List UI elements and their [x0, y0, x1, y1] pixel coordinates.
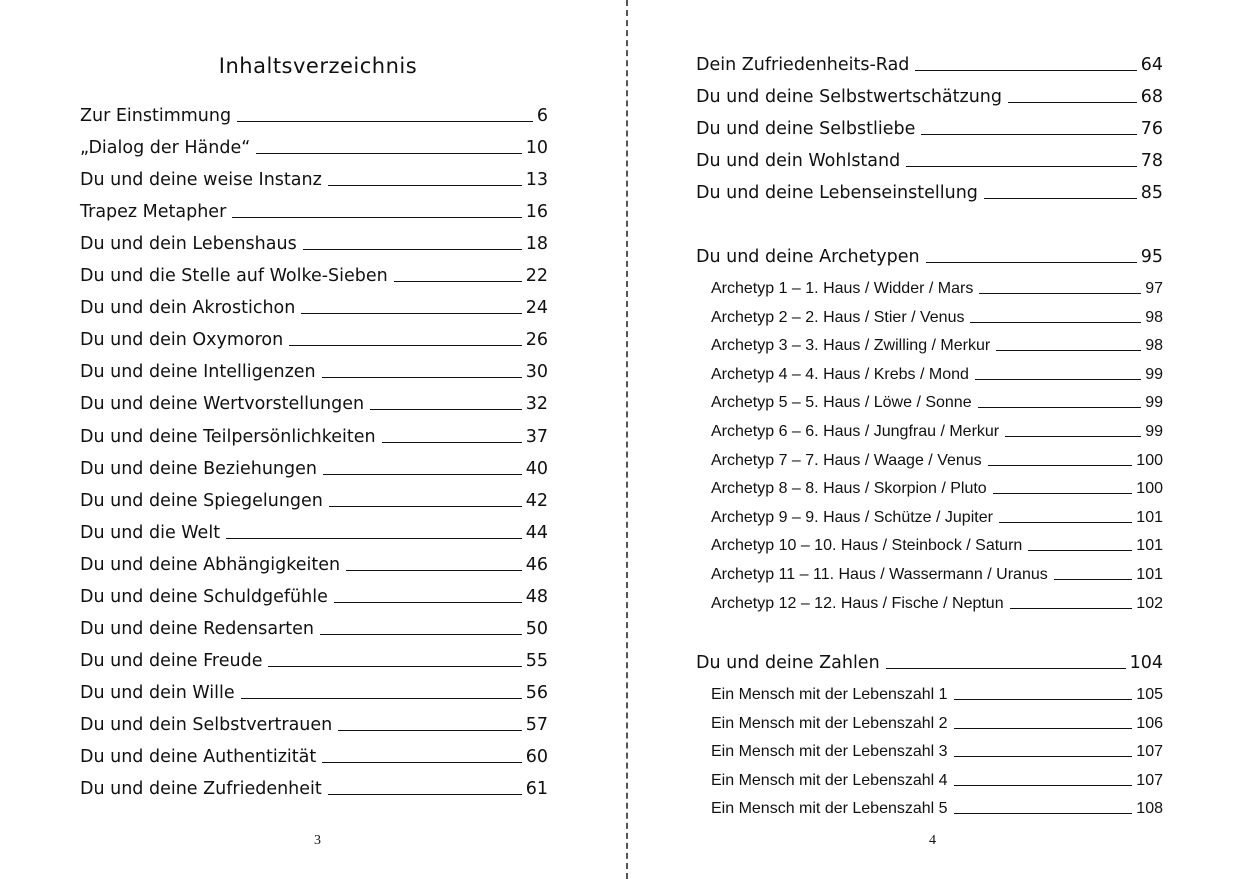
toc-title: Inhaltsverzeichnis — [218, 54, 418, 78]
toc-entry-page: 40 — [525, 458, 548, 479]
toc-entry-page: 48 — [525, 586, 548, 607]
toc-entry-page: 30 — [525, 362, 548, 383]
toc-subentry — [711, 766, 1163, 790]
toc-subentry — [711, 531, 1163, 555]
toc-subentry — [711, 360, 1163, 384]
leader-line — [954, 785, 1133, 786]
toc-entry-label: Du und dein Wohlstand — [696, 151, 901, 171]
toc-entry-page: 98 — [1145, 308, 1163, 326]
toc-entry-page: 18 — [525, 234, 548, 255]
toc-entry-page: 64 — [1140, 55, 1163, 75]
toc-entry-label: Du und deine weise Instanz — [80, 170, 322, 191]
toc-entry-label: Du und dein Wille — [80, 682, 235, 703]
leader-line — [1054, 579, 1133, 580]
toc-entry-label: Archetyp 3 – 3. Haus / Zwilling / Merkur — [711, 337, 991, 355]
toc-entry-page: 101 — [1136, 537, 1163, 555]
toc-entry-page: 24 — [525, 298, 548, 319]
toc-subentry — [711, 680, 1163, 704]
toc-entry-label: Du und die Stelle auf Wolke-Sieben — [80, 266, 388, 287]
toc-entry-page: 44 — [525, 522, 548, 543]
toc-entry-label: Du und deine Spiegelungen — [80, 490, 323, 511]
toc-entry-page: 61 — [525, 779, 548, 800]
leader-line — [970, 322, 1141, 323]
toc-entry-page: 46 — [525, 554, 548, 575]
toc-subentry — [711, 446, 1163, 470]
toc-entry-label: Du und deine Lebenseinstellung — [696, 183, 978, 203]
toc-entry-page: 101 — [1136, 566, 1163, 583]
toc-entry-page: 104 — [1129, 653, 1163, 673]
leader-line — [1028, 550, 1132, 551]
toc-entry-page: 97 — [1145, 280, 1163, 297]
toc-entry-page: 10 — [525, 138, 548, 159]
toc-entry-page: 16 — [525, 202, 548, 223]
toc-entry-page: 100 — [1136, 480, 1163, 498]
toc-subentry — [711, 737, 1163, 761]
toc-subentry — [711, 303, 1163, 327]
toc-subentry — [711, 589, 1163, 613]
toc-entry-label: Archetyp 8 – 8. Haus / Skorpion / Pluto — [711, 480, 987, 498]
toc-entry-label: Archetyp 4 – 4. Haus / Krebs / Mond — [711, 365, 969, 383]
toc-entry-page: 22 — [525, 266, 548, 287]
leader-line — [921, 134, 1136, 135]
toc-entry-page: 32 — [525, 394, 548, 415]
toc-subentry — [711, 709, 1163, 733]
toc-entry — [696, 51, 1163, 75]
page-number-left: 3 — [314, 833, 321, 848]
toc-entry-page: 95 — [1140, 247, 1163, 267]
toc-entry-page: 26 — [525, 330, 548, 351]
toc-subentry — [711, 388, 1163, 412]
toc-entry-page: 99 — [1145, 365, 1163, 383]
toc-entry-page: 98 — [1145, 337, 1163, 355]
toc-entry-label: Ein Mensch mit der Lebenszahl 2 — [711, 714, 948, 732]
toc-entry-page: 102 — [1136, 594, 1163, 612]
toc-entry-page: 6 — [536, 106, 548, 126]
toc-entry-label: „Dialog der Hände“ — [80, 138, 251, 159]
toc-subentry — [711, 560, 1163, 584]
toc-entry-label: Du und deine Intelligenzen — [80, 362, 316, 383]
toc-entry-label: Archetyp 9 – 9. Haus / Schütze / Jupiter — [711, 508, 993, 526]
toc-entry-page: 13 — [525, 170, 548, 191]
leader-line — [954, 813, 1133, 814]
leader-line — [988, 465, 1133, 466]
toc-entry-page: 100 — [1136, 451, 1163, 469]
toc-entry-label: Archetyp 10 – 10. Haus / Steinbock / Saturn — [711, 537, 1023, 555]
toc-entry-label: Archetyp 2 – 2. Haus / Stier / Venus — [711, 308, 965, 326]
toc-entry-page: 106 — [1136, 714, 1163, 732]
toc-entry-page: 60 — [525, 747, 548, 767]
toc-entry — [696, 179, 1163, 203]
toc-entry-label: Du und dein Selbstvertrauen — [80, 714, 333, 735]
toc-entry-label: Du und deine Archetypen — [696, 247, 920, 267]
toc-entry-label: Du und deine Freude — [80, 650, 263, 671]
leader-line — [1005, 436, 1141, 437]
leader-line — [978, 407, 1142, 408]
toc-entry-page: 78 — [1140, 151, 1163, 171]
toc-subentry — [711, 417, 1163, 441]
toc-entry-label: Du und deine Wertvorstellungen — [80, 394, 365, 415]
toc-section-archetypes — [696, 243, 1163, 267]
toc-entry-label: Du und deine Abhängigkeiten — [80, 554, 341, 575]
toc-entry — [696, 83, 1163, 107]
toc-entry-page: 107 — [1136, 771, 1163, 789]
toc-entry-label: Du und deine Selbstliebe — [696, 119, 916, 139]
toc-entry-label: Du und dein Oxymoron — [80, 330, 284, 351]
toc-entry-label: Du und dein Lebenshaus — [80, 234, 297, 255]
toc-entry-label: Du und deine Teilpersönlichkeiten — [80, 426, 376, 447]
toc-entry-label: Du und deine Zahlen — [696, 653, 880, 673]
toc-entry-page: 108 — [1136, 800, 1163, 818]
toc-entry-page: 42 — [525, 490, 548, 511]
toc-entry-page: 55 — [525, 650, 548, 671]
leader-line — [984, 198, 1137, 199]
leader-line — [954, 728, 1133, 729]
leader-line — [954, 756, 1133, 757]
toc-entry-page: 99 — [1145, 423, 1163, 440]
toc-entry-label: Du und dein Akrostichon — [80, 298, 296, 319]
toc-subentry — [711, 274, 1163, 298]
toc-section-numbers — [696, 649, 1163, 673]
leader-line — [926, 262, 1137, 263]
toc-entry-label: Du und deine Zufriedenheit — [80, 779, 322, 800]
toc-entry-label: Ein Mensch mit der Lebenszahl 1 — [711, 686, 948, 703]
toc-entry-page: 105 — [1136, 686, 1163, 703]
toc-entry-label: Du und deine Authentizität — [80, 747, 317, 767]
leader-line — [1008, 102, 1137, 103]
toc-entry — [696, 115, 1163, 139]
toc-entry — [696, 147, 1163, 171]
toc-entry-label: Du und deine Redensarten — [80, 618, 315, 639]
toc-entry-label: Archetyp 7 – 7. Haus / Waage / Venus — [711, 451, 982, 469]
toc-entry-page: 57 — [525, 714, 548, 735]
leader-line — [1010, 608, 1133, 609]
toc-entry-label: Du und deine Beziehungen — [80, 458, 317, 479]
toc-entry-page: 99 — [1145, 394, 1163, 412]
leader-line — [954, 699, 1133, 700]
toc-entry-label: Du und die Welt — [80, 522, 221, 543]
toc-entry-label: Zur Einstimmung — [80, 106, 232, 126]
leader-line — [886, 668, 1126, 669]
leader-line — [975, 379, 1141, 380]
toc-entry-label: Du und deine Selbstwertschätzung — [696, 87, 1002, 107]
toc-entry-label: Archetyp 5 – 5. Haus / Löwe / Sonne — [711, 394, 972, 412]
toc-entry-page: 85 — [1140, 183, 1163, 203]
leader-line — [979, 293, 1141, 294]
leader-line — [915, 70, 1136, 71]
toc-entry-label: Archetyp 11 – 11. Haus / Wassermann / Uranus — [711, 566, 1048, 583]
toc-entry-page: 107 — [1136, 743, 1163, 761]
toc-entry-page: 76 — [1140, 119, 1163, 139]
toc-entry-label: Ein Mensch mit der Lebenszahl 3 — [711, 743, 948, 761]
toc-entry-page: 56 — [525, 682, 548, 703]
page-number-right: 4 — [929, 833, 936, 848]
toc-entry-label: Trapez Metapher — [80, 202, 227, 223]
toc-subentry — [711, 794, 1163, 818]
leader-line — [906, 166, 1137, 167]
toc-entry-label: Archetyp 12 – 12. Haus / Fische / Neptun — [711, 594, 1004, 612]
toc-entry-label: Archetyp 6 – 6. Haus / Jungfrau / Merkur — [711, 423, 1000, 440]
toc-subentry — [711, 331, 1163, 355]
leader-line — [999, 522, 1132, 523]
toc-entry-page: 37 — [525, 426, 548, 447]
toc-entry-label: Dein Zufriedenheits-Rad — [696, 55, 910, 75]
toc-entry-page: 68 — [1140, 87, 1163, 107]
leader-line — [993, 493, 1133, 494]
leader-line — [996, 350, 1141, 351]
toc-subentry — [711, 474, 1163, 498]
toc-subentry — [711, 503, 1163, 527]
toc-entry-label: Ein Mensch mit der Lebenszahl 4 — [711, 771, 948, 789]
toc-entry-label: Archetyp 1 – 1. Haus / Widder / Mars — [711, 280, 974, 297]
toc-entry-page: 101 — [1136, 508, 1163, 526]
toc-entry-page: 50 — [525, 618, 548, 639]
toc-entry-label: Ein Mensch mit der Lebenszahl 5 — [711, 800, 948, 818]
toc-entry-label: Du und deine Schuldgefühle — [80, 586, 328, 607]
